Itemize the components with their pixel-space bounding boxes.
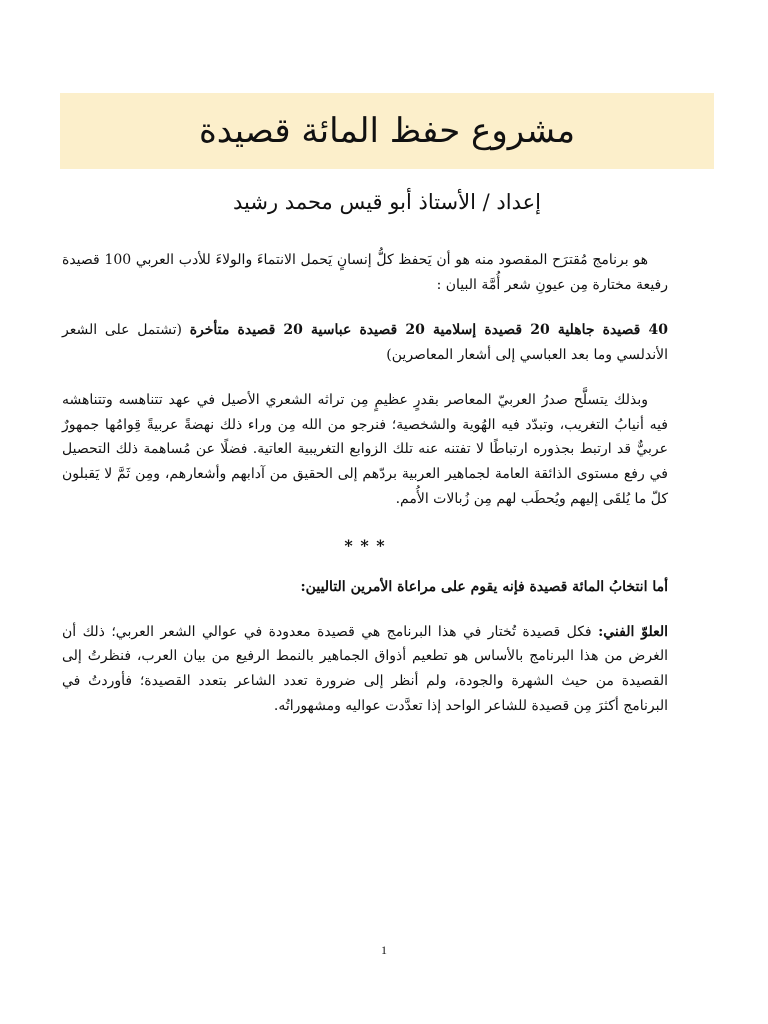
section-separator: * * * bbox=[344, 536, 386, 556]
selection-heading: أما انتخابُ المائة قصيدة فإنه يقوم على مراعاة الأمرين التاليين: bbox=[300, 578, 668, 595]
criterion-text: فكل قصيدة تُختار في هذا البرنامج هي قصيدة معدودة في عوالي الشعر العربي؛ ذلك أن الغرض من هذا البرنامج بالأساس هو تطعيم أذواق الجماهير بالنمط الرفيع من بيان العرب، فنظرتُ إلى القصيدة من حيث الشهرة والجودة، ولم أنظر إلى ضرورة تعدد الشاعر بتعدد القصيدة؛ فأوردتُ في البرنامج أكثرَ مِن قصيدة للشاعر الواحد إذا تعدَّدت عواليه ومشهوراتُه. bbox=[62, 623, 668, 715]
distribution-counts: 40 قصيدة جاهلية 20 قصيدة إسلامية 20 قصيدة عباسية 20 قصيدة متأخرة bbox=[189, 321, 668, 338]
author-line: إعداد / الأستاذ أبو قيس محمد رشيد bbox=[233, 190, 541, 214]
page-title: مشروع حفظ المائة قصيدة bbox=[198, 110, 576, 151]
purpose-paragraph: وبذلك يتسلَّح صدرُ العربيّ المعاصر بقدرٍ عظيمٍ مِن تراثه الشعري الأصيل في عهد تتناهسه وتتناهشه فيه أنيابُ التغريب، وتبدّد فيه الهُوية والشخصية؛ فنرجو من الله مِن وراء ذلك نهضةً عربيةً قِوامُها جمهورٌ عربيٌّ قد ارتبط بجذوره ارتباطًا لا تفتنه عنه تلك الزوابع التغريبية العاتية. فضلًا عن مُساهمة ذلك التحصيل في رفع مستوى الذائقة العامة لجماهير العربية بردّهم إلى الحقيق من آدابهم وأشعارهم، ومِن ثَمَّ لا يَقبلون كلّ ما يُلقَى إليهم ويُحطَب لهم مِن زُبالات الأُمم. bbox=[62, 391, 668, 508]
criterion-label: العلوّ الفني: bbox=[598, 623, 668, 640]
distribution-paragraph bbox=[62, 318, 668, 368]
title-band bbox=[60, 93, 714, 169]
page-number: 1 bbox=[381, 943, 387, 957]
distribution-note: (تشتمل على الشعر الأندلسي وما بعد العباسي إلى أشعار المعاصرين) bbox=[62, 321, 668, 363]
criterion-paragraph bbox=[62, 620, 668, 720]
intro-paragraph: هو برنامج مُقترَح المقصود منه هو أن يَحفظ كلُّ إنسانٍ يَحمل الانتماءَ والولاءَ للأدب العربي 100 قصيدة رفيعة مختارة مِن عيونِ شعر أُمَّة البيان : bbox=[62, 252, 668, 293]
document-body bbox=[62, 248, 668, 739]
